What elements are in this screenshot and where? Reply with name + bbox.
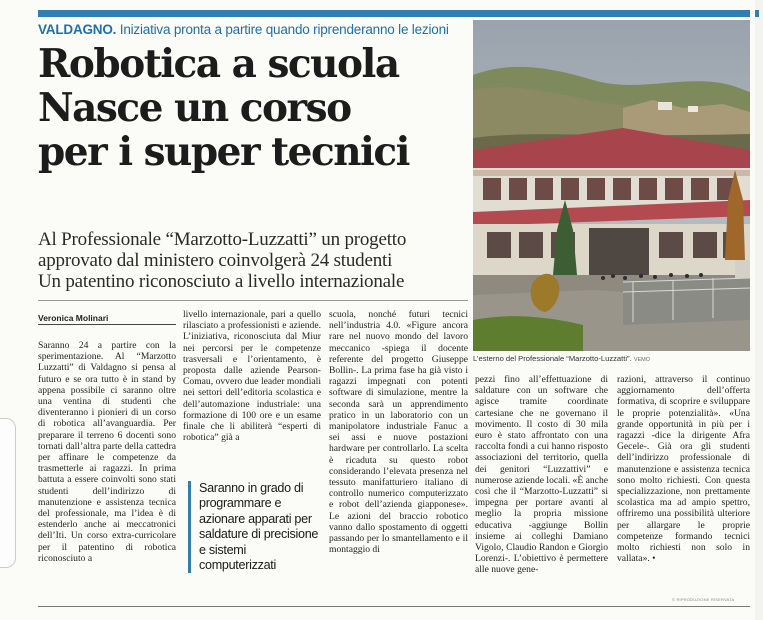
subheadline-line: Al Professionale “Marzotto-Luzzatti” un progetto	[38, 229, 407, 250]
subheadline-line: Un patentino riconosciuto a livello internazionale	[38, 271, 405, 292]
article-column: razioni, attraverso il continuo aggiornamento dell’offerta formativa, di scoprire e sviluppare le proprie potenzialità». «Una grande opportunità in più per i ragazzi -dice la dirigente Afra Gecele-. Già ora gli studenti dell’indirizzo professionale di manutenzione e assistenza tecnica sono molto richiesti. Con questa specializzazione, non prettamente scolastica ma ad ampio spettro, offriremo una possibilità ulteriore per allargare le proprie competenze formando tecnici molto richiesti non solo in vallata». •	[617, 374, 750, 565]
divider	[38, 606, 750, 607]
school-photo	[473, 20, 750, 351]
section-bar	[755, 10, 759, 17]
headline-line: Nasce un corso	[38, 85, 351, 131]
article-column: livello internazionale, pari a quello rilasciato a professionisti e aziende. L’iniziativa, riconosciuta dal Miur nei percorsi per le competenze trasversali e l’orientamento, è proposta dalle aziende Pearson-Comau, ovvero due leader mondiali nei settori dell’editoria scolastica e dell’automazione industriale: una formazione di 100 ore e un esame finale che li abiliterà “esperti di robotica” già a	[183, 309, 321, 444]
article-column: scuola, nonché futuri tecnici nell’industria 4.0. «Figure ancora rare nel nuovo mondo del lavoro meccanico -spiega il docente referente del progetto Giuseppe Bollin-. La prima fase ha già visto i ragazzi impegnati con potenti software di simulazione, mentre la seconda sarà un apprendimento pratico in un laboratorio con un manipolatore industriale Fanuc a sei assi e nuove postazioni hardware per controllarlo. La scelta è ricaduta su questo robot considerando l’elevata presenza nel tessuto manifatturiero italiano di controllo numerico computerizzato e robot dell’azienda giapponese». Le azioni del braccio robotico vanno dallo spostamento di oggetti passando per lo smantellamento e il montaggio di	[329, 309, 468, 556]
kicker-text: Iniziativa pronta a partire quando riprenderanno le lezioni	[119, 22, 449, 37]
caption-text: L’esterno del Professionale “Marzotto-Luzzatti”.	[473, 354, 632, 363]
kicker-location: VALDAGNO.	[38, 22, 117, 37]
headline-line: per i super tecnici	[38, 129, 409, 175]
headline-line: Robotica a scuola	[38, 41, 399, 87]
subheadline-line: approvato dal ministero coinvolgerà 24 studenti	[38, 250, 393, 271]
subheadline	[38, 229, 468, 292]
pull-quote: Saranno in grado di programmare e azionare apparati per saldature di precisione e sistemi computerizzati	[188, 481, 320, 573]
photo-credit: VEMO	[633, 357, 651, 363]
page-turn-handle[interactable]	[0, 418, 16, 568]
headline	[38, 42, 468, 174]
kicker	[38, 22, 468, 37]
divider	[38, 300, 468, 301]
section-bar	[38, 10, 750, 17]
byline: Veronica Molinari	[38, 313, 109, 323]
photo-caption	[473, 354, 750, 363]
divider	[38, 324, 176, 325]
article-column: pezzi fino all’effettuazione di saldature con un software che agisce tramite coordinate cartesiane che ne governano il movimento. Il costo di 30 mila euro è stato affrontato con una raccolta fondi a cui hanno risposto associazioni del territorio, quella dei genitori “Luzzattivi” e numerose aziende locali. «È anche così che il “Marzotto-Luzzatti” si impegna per portare avanti al meglio la propria missione educativa -aggiunge Bollin insieme ai colleghi Damiano Vigolo, Claudio Randon e Giorgio Lorenzi-. L’obiettivo è permettere alle nuove gene-	[475, 374, 608, 576]
adjacent-page-edge	[755, 0, 763, 620]
article-column: Saranno 24 a partire con la sperimentazione. Al “Marzotto Luzzatti” di Valdagno si pensa al futuro e se ora tutto è in stand by appena possibile ci saranno oltre una ventina di studenti che diventeranno i pionieri di un corso di robotica all’avanguardia. Per preparare il terreno 6 docenti sono tornati dall’altra parte della cattedra per affinare le competenze da trasmetterle ai ragazzi. In prima battuta a essere coinvolti sono stati studenti dell’indirizzo di manutenzione e assistenza tecnica del professionale, ma l’idea è di estenderlo anche ai meccatronici dell’Iti. Un corso extra-curricolare per il patentino di robotica riconosciuto a	[38, 340, 176, 564]
school-building-illustration	[473, 20, 750, 351]
copyright-notice: © RIPRODUZIONE RISERVATA	[672, 597, 735, 602]
